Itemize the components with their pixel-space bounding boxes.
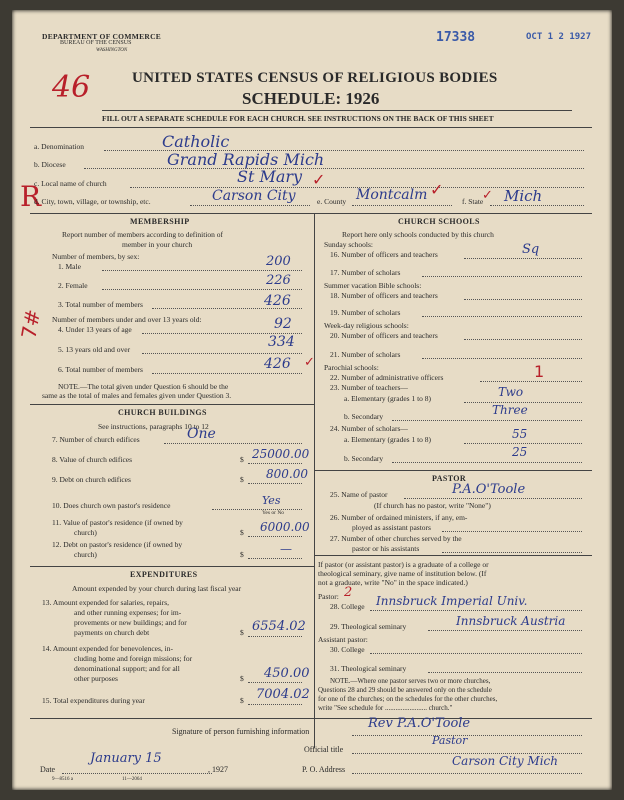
q30-label: 30. College — [330, 645, 365, 654]
expenditures-subheading: Amount expended by your church during last fiscal year — [72, 584, 242, 593]
form-number: 9—8516 a — [52, 777, 73, 782]
q19-label: 19. Number of scholars — [330, 308, 401, 317]
denomination-value: Catholic — [162, 132, 230, 151]
q22-value: 1 — [534, 362, 545, 381]
q12-value: — — [280, 542, 292, 556]
red-annotation-r: R — [20, 180, 42, 213]
q20-line — [464, 339, 582, 340]
q6-line — [152, 373, 302, 374]
form-instruction: FILL OUT A SEPARATE SCHEDULE FOR EACH CHURCH. SEE INSTRUCTIONS ON THE BACK OF THIS SHEET — [102, 114, 494, 123]
church-schools-heading: CHURCH SCHOOLS — [398, 217, 480, 226]
section-rule — [30, 718, 592, 719]
q15-value: 7004.02 — [256, 687, 310, 702]
q8-label: 8. Value of church edifices — [52, 455, 133, 464]
membership-heading: MEMBERSHIP — [130, 217, 190, 226]
pastor-heading: PASTOR — [432, 474, 467, 483]
q25-value: P.A.O'Toole — [452, 482, 526, 497]
q14-line — [248, 682, 302, 683]
q24b-value: 25 — [512, 445, 528, 459]
q12-dollar: $ — [240, 550, 244, 559]
q16-label: 16. Number of officers and teachers — [330, 250, 438, 259]
pastor-note-4: write "See schedule for ........................ church." — [318, 704, 453, 712]
signature-value: Rev P.A.O'Toole — [368, 716, 471, 731]
membership-intro: Report number of members according to definition of — [62, 230, 223, 239]
q26-label: 26. Number of ordained ministers, if any, em- — [330, 513, 468, 522]
q23a-label: a. Elementary (grades 1 to 8) — [344, 394, 432, 403]
q14-value: 450.00 — [264, 666, 310, 681]
q24a-value: 55 — [512, 427, 528, 441]
red-annotation-number: 46 — [52, 70, 91, 105]
q29-label: 29. Theological seminary — [330, 622, 407, 631]
state-line — [490, 205, 584, 206]
q1-label: 1. Male — [58, 262, 81, 271]
membership-note-2: same as the total of males and females given under Question 3. — [42, 391, 232, 400]
q5-line — [142, 353, 302, 354]
q30-line — [370, 653, 582, 654]
q11-dollar: $ — [240, 528, 244, 537]
members-by-age-label: Number of members under and over 13 years old: — [52, 315, 202, 324]
state-value: Mich — [504, 187, 543, 205]
section-rule — [30, 566, 314, 567]
q21-label: 21. Number of scholars — [330, 350, 401, 359]
q24a-line — [464, 443, 582, 444]
city-heading: WASHINGTON — [96, 48, 128, 53]
q12-label-2: church) — [74, 550, 97, 559]
q23a-value: Two — [498, 385, 524, 399]
instruction-rule — [30, 127, 592, 128]
membership-note: NOTE.—The total given under Question 6 should be the — [58, 382, 229, 391]
city-label: d. City, town, village, or township, etc. — [34, 197, 151, 206]
official-title-label: Official title — [304, 745, 344, 754]
graduate-instruction-2: theological seminary, give name of institution below. (If — [318, 569, 487, 578]
q7-label: 7. Number of church edifices — [52, 435, 140, 444]
q14-label-2: cluding home and foreign missions; for — [74, 654, 193, 663]
q26-line — [442, 531, 582, 532]
q22-label: 22. Number of administrative officers — [330, 373, 444, 382]
q3-value: 426 — [264, 293, 291, 309]
q25-line — [404, 498, 582, 499]
q20-label: 20. Number of officers and teachers — [330, 331, 438, 340]
check-mark-icon: ✓ — [312, 170, 326, 189]
q24b-line — [392, 462, 582, 463]
q27-label-2: pastor or his assistants — [352, 544, 420, 553]
q24-label: 24. Number of scholars— — [330, 424, 408, 433]
q10-label: 10. Does church own pastor's residence — [52, 501, 171, 510]
date-label: Date — [40, 765, 56, 774]
q8-dollar: $ — [240, 455, 244, 464]
q14-label: 14. Amount expended for benevolences, in- — [42, 644, 174, 653]
yes-no-caption: Yes or No — [262, 510, 285, 516]
department-heading: DEPARTMENT OF COMMERCE — [42, 32, 162, 41]
q7-value: One — [187, 426, 216, 442]
city-value: Carson City — [212, 188, 296, 204]
q28-value: Innsbruck Imperial Univ. — [376, 594, 528, 608]
state-label: f. State — [462, 197, 484, 206]
q10-line — [212, 509, 302, 510]
q29-value: Innsbruck Austria — [456, 614, 566, 628]
graduate-instruction: If pastor (or assistant pastor) is a graduate of a college or — [318, 560, 489, 569]
church-buildings-heading: CHURCH BUILDINGS — [118, 408, 207, 417]
q14-dollar: $ — [240, 674, 244, 683]
q16-line — [464, 258, 582, 259]
q15-line — [248, 704, 302, 705]
q13-value: 6554.02 — [252, 619, 306, 634]
address-line — [352, 773, 582, 774]
q16-value: Sq — [522, 242, 540, 257]
q27-label: 27. Number of other churches served by the — [330, 534, 462, 543]
q28-label: 28. College — [330, 602, 365, 611]
q17-label: 17. Number of scholars — [330, 268, 401, 277]
q18-label: 18. Number of officers and teachers — [330, 291, 438, 300]
q25-note: (If church has no pastor, write "None") — [374, 501, 491, 510]
q6-label: 6. Total number of members — [58, 365, 143, 374]
q11-line — [248, 536, 302, 537]
q2-line — [102, 289, 302, 290]
form-number-2: 11—2064 — [122, 777, 142, 782]
q25-label: 25. Name of pastor — [330, 490, 388, 499]
bureau-heading: BUREAU OF THE CENSUS — [60, 40, 132, 46]
county-value: Montcalm — [356, 187, 428, 203]
church-schools-intro: Report here only schools conducted by this church — [342, 230, 494, 239]
received-number-stamp: 17338 — [436, 30, 476, 45]
address-label: P. O. Address — [302, 765, 346, 774]
q31-line — [428, 672, 582, 673]
q1-line — [102, 270, 302, 271]
q5-value: 334 — [268, 334, 295, 350]
parochial-schools-label: Parochial schools: — [324, 363, 379, 372]
received-date-stamp: OCT 1 2 1927 — [526, 32, 592, 42]
section-rule — [30, 404, 314, 405]
q15-label: 15. Total expenditures during year — [42, 696, 145, 705]
diocese-line — [84, 168, 584, 169]
q10-value: Yes — [262, 494, 281, 507]
q7-line — [164, 443, 302, 444]
q18-line — [464, 299, 582, 300]
section-rule — [314, 470, 592, 471]
red-annotation-two: 2 — [344, 585, 353, 600]
q13-label-3: provements or new buildings; and for — [74, 618, 187, 627]
date-line — [62, 773, 212, 774]
q19-line — [422, 316, 582, 317]
q15-dollar: $ — [240, 696, 244, 705]
q17-line — [422, 276, 582, 277]
q9-value: 800.00 — [266, 467, 308, 481]
q13-dollar: $ — [240, 628, 244, 637]
q13-label-4: payments on church debt — [74, 628, 150, 637]
sunday-schools-label: Sunday schools: — [324, 240, 373, 249]
q22-line — [480, 381, 582, 382]
summer-schools-label: Summer vacation Bible schools: — [324, 281, 422, 290]
q8-value: 25000.00 — [252, 447, 310, 461]
q9-label: 9. Debt on church edifices — [52, 475, 131, 484]
schedule-title: SCHEDULE: 1926 — [242, 89, 380, 108]
diocese-value: Grand Rapids Mich — [167, 150, 325, 169]
expenditures-heading: EXPENDITURES — [130, 570, 198, 579]
header-rule — [102, 110, 572, 111]
q12-label: 12. Debt on pastor's residence (if owned by — [52, 540, 183, 549]
membership-intro-2: member in your church — [122, 240, 193, 249]
q13-label-2: and other running expenses; for im- — [74, 608, 182, 617]
q21-line — [422, 358, 582, 359]
q13-line — [248, 636, 302, 637]
section-rule — [30, 213, 592, 214]
q26-label-2: ployed as assistant pastors — [352, 523, 431, 532]
city-line — [190, 205, 310, 206]
q9-dollar: $ — [240, 475, 244, 484]
q27-line — [442, 552, 582, 553]
q11-value: 6000.00 — [260, 520, 310, 534]
county-line — [352, 205, 452, 206]
q5-label: 5. 13 years old and over — [58, 345, 131, 354]
q23b-value: Three — [492, 403, 528, 417]
q2-label: 2. Female — [58, 281, 88, 290]
denomination-label: a. Denomination — [34, 142, 84, 151]
q11-label: 11. Value of pastor's residence (if owned by — [52, 518, 183, 527]
census-schedule-sheet — [12, 10, 612, 790]
pastor-note-2: Questions 28 and 29 should be answered only on the schedule — [318, 686, 492, 694]
q3-label: 3. Total number of members — [58, 300, 143, 309]
pastor-subheading: Pastor: — [318, 592, 339, 601]
q14-label-3: denominational support; and for all — [74, 664, 180, 673]
assistant-pastor-subheading: Assistant pastor: — [318, 635, 368, 644]
address-value: Carson City Mich — [452, 754, 559, 768]
pastor-note-3: for one of the churches; on the schedules for the other churches, — [318, 695, 498, 703]
q4-label: 4. Under 13 years of age — [58, 325, 132, 334]
q8-line — [248, 463, 302, 464]
official-title-value: Pastor — [432, 734, 468, 747]
q31-label: 31. Theological seminary — [330, 664, 407, 673]
check-mark-icon: ✓ — [304, 355, 315, 370]
q2-value: 226 — [266, 273, 291, 288]
check-mark-icon: ✓ — [482, 188, 493, 203]
section-rule — [314, 555, 592, 556]
q23-label: 23. Number of teachers— — [330, 383, 408, 392]
q11-label-2: church) — [74, 528, 97, 537]
date-value: January 15 — [90, 751, 162, 766]
check-mark-icon: ✓ — [430, 180, 444, 199]
church-buildings-subheading: See instructions, paragraphs 10 to 12 — [98, 422, 209, 431]
q13-label: 13. Amount expended for salaries, repairs, — [42, 598, 170, 607]
county-label: e. County — [317, 197, 347, 206]
church-name-label: c. Local name of church — [34, 179, 107, 188]
red-side-annotation: 7# — [16, 307, 46, 341]
q23b-label: b. Secondary — [344, 412, 384, 421]
q29-line — [428, 630, 582, 631]
weekday-schools-label: Week-day religious schools: — [324, 321, 409, 330]
diocese-label: b. Diocese — [34, 160, 66, 169]
column-divider — [314, 213, 315, 748]
form-title: UNITED STATES CENSUS OF RELIGIOUS BODIES — [132, 70, 498, 86]
q9-line — [248, 483, 302, 484]
q12-line — [248, 558, 302, 559]
graduate-instruction-3: not a graduate, write "No" in the space indicated.) — [318, 578, 468, 587]
q1-value: 200 — [266, 254, 291, 269]
q4-value: 92 — [274, 316, 292, 332]
pastor-note: NOTE.—Where one pastor serves two or more churches, — [330, 677, 491, 685]
date-year: , 1927 — [208, 765, 228, 774]
q14-label-4: other purposes — [74, 674, 118, 683]
q24b-label: b. Secondary — [344, 454, 384, 463]
q24a-label: a. Elementary (grades 1 to 8) — [344, 435, 432, 444]
q28-line — [370, 610, 582, 611]
members-by-sex-label: Number of members, by sex: — [52, 252, 140, 261]
signature-label: Signature of person furnishing information — [172, 727, 310, 736]
church-name-value: St Mary — [237, 167, 303, 186]
q23b-line — [392, 420, 582, 421]
q6-value: 426 — [264, 356, 291, 372]
